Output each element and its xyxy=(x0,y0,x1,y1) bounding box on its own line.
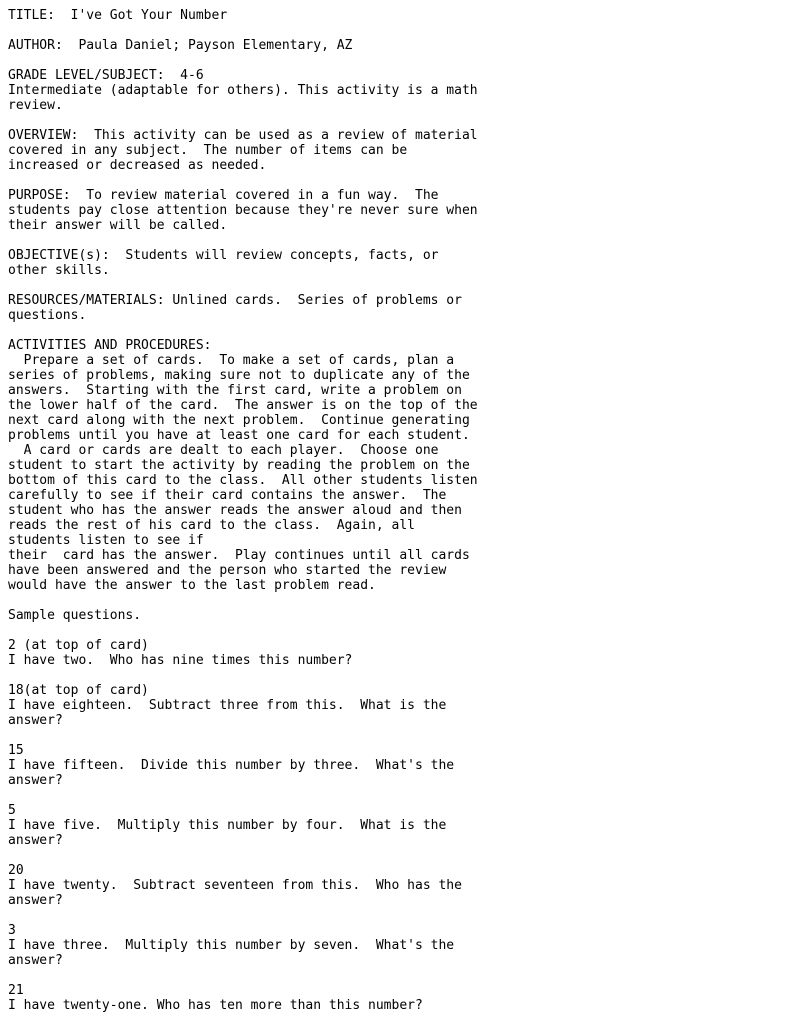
document-line: covered in any subject. The number of items can be xyxy=(8,143,408,158)
blank-line xyxy=(8,788,800,803)
blank-line xyxy=(8,23,800,38)
document-line: GRADE LEVEL/SUBJECT: 4-6 xyxy=(8,68,204,83)
blank-line xyxy=(8,728,800,743)
document-line: 2 (at top of card) xyxy=(8,638,149,653)
blank-line xyxy=(8,968,800,983)
document-line: I have two. Who has nine times this number? xyxy=(8,653,353,668)
document-line: student to start the activity by reading the problem on the xyxy=(8,458,470,473)
document-line: problems until you have at least one card for each student. xyxy=(8,428,470,443)
document-line: OBJECTIVE(s): Students will review concepts, facts, or xyxy=(8,248,439,263)
blank-line xyxy=(8,53,800,68)
document-line: would have the answer to the last problem read. xyxy=(8,578,376,593)
document-line: A card or cards are dealt to each player. Choose one xyxy=(8,443,439,458)
document-line: answer? xyxy=(8,773,63,788)
blank-line xyxy=(8,908,800,923)
document-line: 20 xyxy=(8,863,24,878)
document-line: answer? xyxy=(8,953,63,968)
document-line: review. xyxy=(8,98,63,113)
document-line: RESOURCES/MATERIALS: Unlined cards. Series of problems or xyxy=(8,293,462,308)
document-line: students listen to see if xyxy=(8,533,204,548)
document-line: AUTHOR: Paula Daniel; Payson Elementary, AZ xyxy=(8,38,353,53)
document-line: Sample questions. xyxy=(8,608,142,623)
blank-line xyxy=(8,323,800,338)
document-line: bottom of this card to the class. All other students listen xyxy=(8,473,478,488)
document-line: 15 xyxy=(8,743,24,758)
document-line: have been answered and the person who started the review xyxy=(8,563,447,578)
document-line: carefully to see if their card contains the answer. The xyxy=(8,488,447,503)
blank-line xyxy=(8,848,800,863)
document-line: TITLE: I've Got Your Number xyxy=(8,8,228,23)
blank-line xyxy=(8,668,800,683)
document-line: student who has the answer reads the answer aloud and then xyxy=(8,503,462,518)
blank-line xyxy=(8,278,800,293)
document-line: Prepare a set of cards. To make a set of cards, plan a xyxy=(8,353,455,368)
document-line: answer? xyxy=(8,833,63,848)
document-line: I have eighteen. Subtract three from this. What is the xyxy=(8,698,447,713)
document-line: 21 xyxy=(8,983,24,998)
document-line: PURPOSE: To review material covered in a fun way. The xyxy=(8,188,439,203)
document-line: increased or decreased as needed. xyxy=(8,158,267,173)
document-line: their answer will be called. xyxy=(8,218,228,233)
document-line: other skills. xyxy=(8,263,110,278)
document-line: 3 xyxy=(8,923,16,938)
document-line: the lower half of the card. The answer is on the top of the xyxy=(8,398,478,413)
document-line: I have three. Multiply this number by seven. What's the xyxy=(8,938,455,953)
blank-line xyxy=(8,593,800,608)
document-line: ACTIVITIES AND PROCEDURES: xyxy=(8,338,212,353)
document-line: series of problems, making sure not to duplicate any of the xyxy=(8,368,470,383)
document-line: their card has the answer. Play continues until all cards xyxy=(8,548,470,563)
document-line: I have twenty-one. Who has ten more than this number? xyxy=(8,998,423,1013)
blank-line xyxy=(8,173,800,188)
document-line: Intermediate (adaptable for others). This activity is a math xyxy=(8,83,478,98)
document-line: I have twenty. Subtract seventeen from this. Who has the xyxy=(8,878,462,893)
document-line: 5 xyxy=(8,803,16,818)
document-line: answer? xyxy=(8,893,63,908)
document-line: students pay close attention because they're never sure when xyxy=(8,203,478,218)
blank-line xyxy=(8,623,800,638)
document-line: questions. xyxy=(8,308,87,323)
blank-line xyxy=(8,113,800,128)
document-line: reads the rest of his card to the class. Again, all xyxy=(8,518,415,533)
document-line: answer? xyxy=(8,713,63,728)
blank-line xyxy=(8,233,800,248)
document-line: next card along with the next problem. Continue generating xyxy=(8,413,470,428)
document-line: OVERVIEW: This activity can be used as a review of material xyxy=(8,128,478,143)
document-line: I have fifteen. Divide this number by three. What's the xyxy=(8,758,455,773)
document-line: 18(at top of card) xyxy=(8,683,149,698)
document-line: answers. Starting with the first card, write a problem on xyxy=(8,383,462,398)
document-line: I have five. Multiply this number by four. What is the xyxy=(8,818,447,833)
